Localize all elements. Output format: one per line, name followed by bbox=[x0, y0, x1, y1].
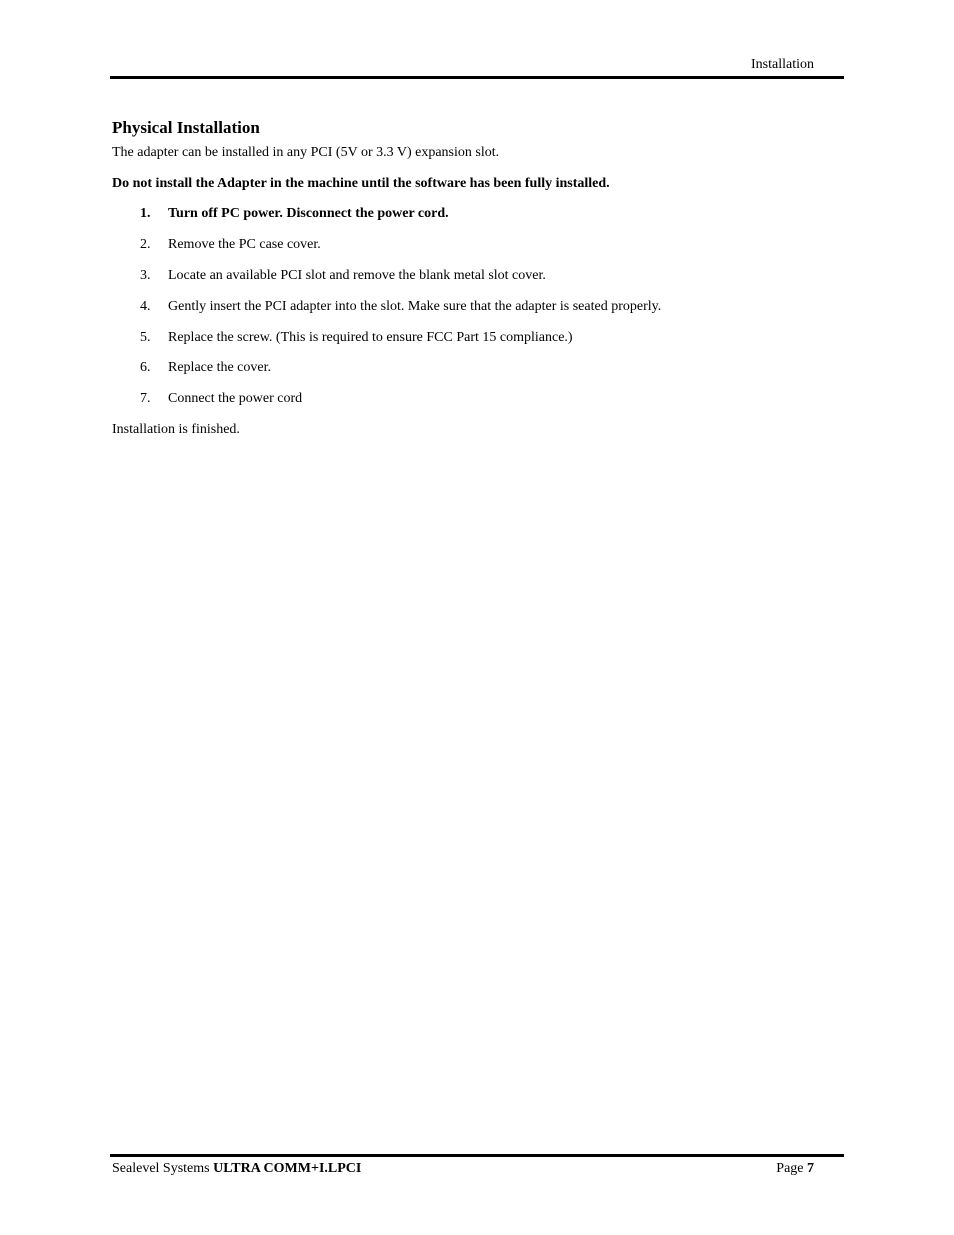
step-number: 1. bbox=[140, 206, 151, 221]
footer-page-label: Page bbox=[776, 1161, 804, 1176]
step-text: Turn off PC power. Disconnect the power cord. bbox=[168, 206, 449, 221]
header-rule bbox=[110, 76, 844, 79]
step-number: 7. bbox=[140, 391, 151, 406]
running-header: Installation bbox=[751, 57, 814, 72]
footer-company: Sealevel Systems bbox=[112, 1161, 210, 1176]
section-title: Physical Installation bbox=[112, 118, 260, 137]
step-number: 5. bbox=[140, 330, 151, 345]
footer-product-line bbox=[112, 1160, 361, 1178]
step-number: 4. bbox=[140, 299, 151, 314]
step-text: Gently insert the PCI adapter into the slot. Make sure that the adapter is seated properly. bbox=[168, 299, 662, 314]
step-text: Connect the power cord bbox=[168, 391, 303, 406]
footer-page-number: 7 bbox=[807, 1161, 814, 1176]
closing-paragraph: Installation is finished. bbox=[112, 422, 240, 437]
step-number: 6. bbox=[140, 360, 151, 375]
step-number: 2. bbox=[140, 237, 151, 252]
step-text: Remove the PC case cover. bbox=[168, 237, 321, 252]
warning-paragraph: Do not install the Adapter in the machine until the software has been fully installed. bbox=[112, 176, 610, 191]
footer-product: ULTRA COMM+I.LPCI bbox=[213, 1161, 362, 1176]
step-text: Locate an available PCI slot and remove the blank metal slot cover. bbox=[168, 268, 546, 283]
intro-paragraph: The adapter can be installed in any PCI (5V or 3.3 V) expansion slot. bbox=[112, 145, 500, 160]
footer-page-indicator bbox=[700, 1160, 814, 1178]
footer-rule bbox=[110, 1154, 844, 1157]
step-number: 3. bbox=[140, 268, 151, 283]
step-text: Replace the cover. bbox=[168, 360, 272, 375]
step-text: Replace the screw. (This is required to ensure FCC Part 15 compliance.) bbox=[168, 330, 573, 345]
